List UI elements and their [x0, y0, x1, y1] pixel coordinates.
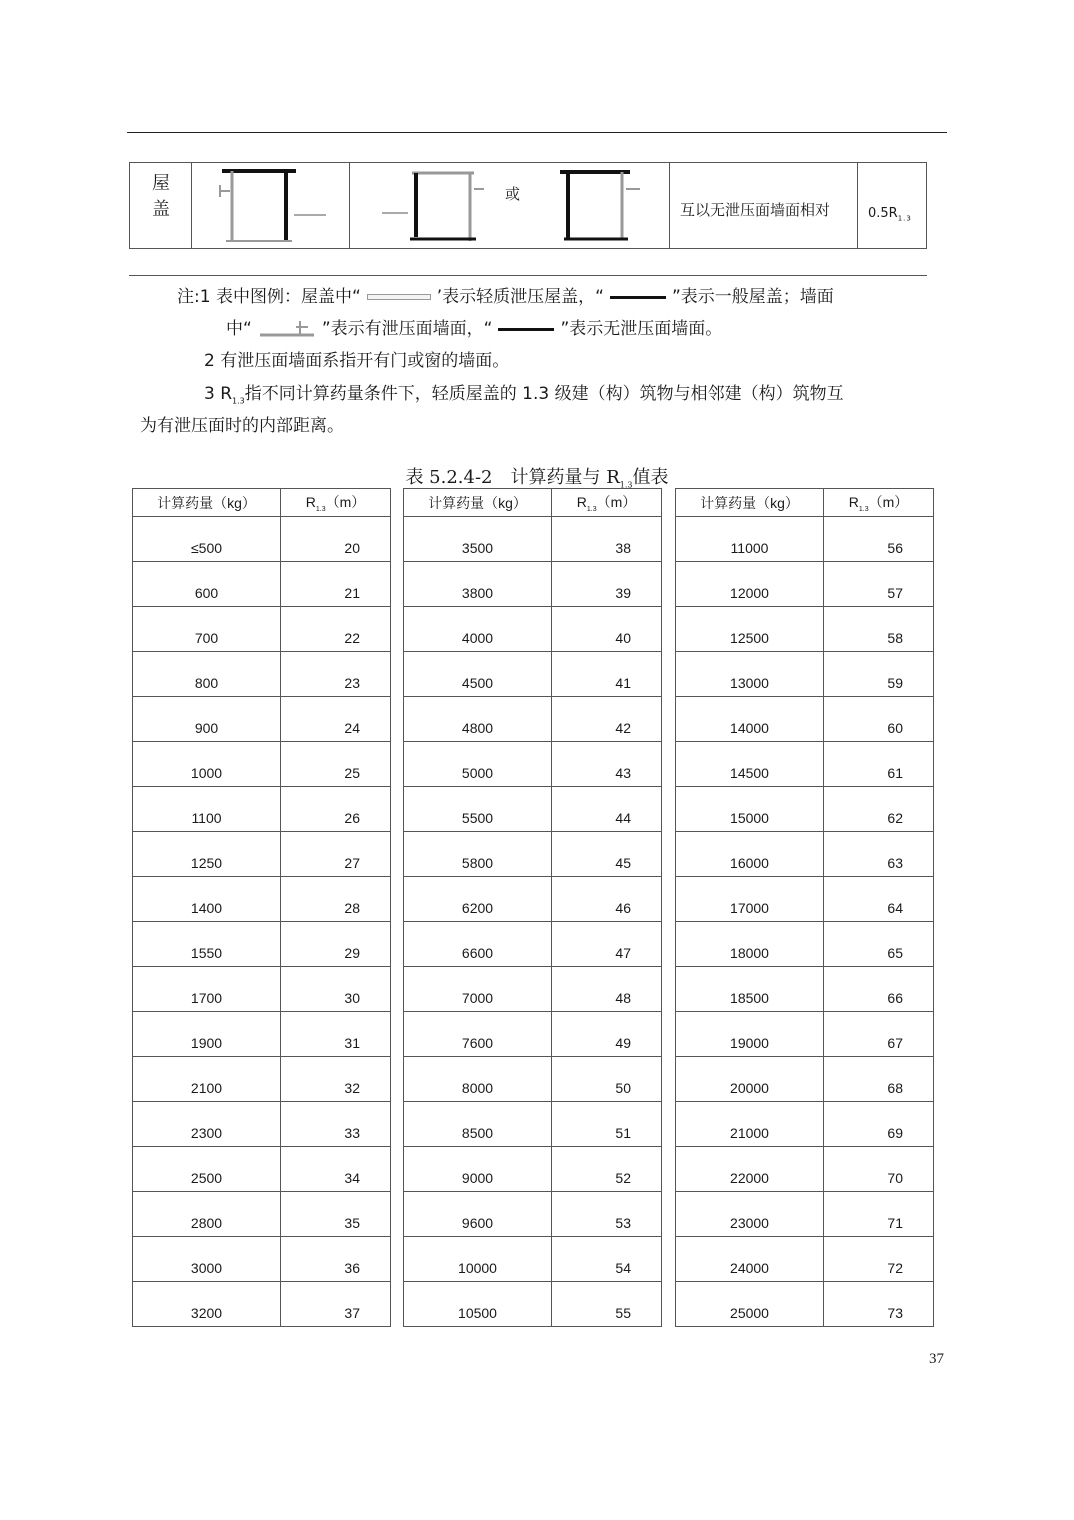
amount-cell: 5500: [404, 787, 552, 832]
table-row: [133, 1237, 391, 1282]
distance-cell: 71: [824, 1192, 934, 1237]
distance-cell: 72: [824, 1237, 934, 1282]
amount-cell: 7000: [404, 967, 552, 1012]
table-row: [133, 517, 391, 562]
unvented-wall-legend-icon: [498, 328, 554, 331]
distance-cell: 45: [552, 832, 662, 877]
amount-cell: 4500: [404, 652, 552, 697]
table-row: [676, 517, 934, 562]
diagram-cell-2: [350, 163, 670, 248]
table-row: [676, 967, 934, 1012]
amount-cell: 1100: [133, 787, 281, 832]
amount-cell: 4000: [404, 607, 552, 652]
amount-cell: ≤500: [133, 517, 281, 562]
table-row: [676, 1192, 934, 1237]
amount-cell: 15000: [676, 787, 824, 832]
distance-cell: 46: [552, 877, 662, 922]
note-3-line-1: 3 $R_{1.3}$指不同计算药量条件下，轻质屋盖的 1.3 级建（构）筑物与相邻建（构）筑物互: [204, 384, 844, 406]
table-header-row: [676, 489, 934, 517]
amount-cell: 10500: [404, 1282, 552, 1327]
distance-cell: 23: [281, 652, 391, 697]
distance-table-1: [132, 488, 391, 1327]
distance-table-2: [403, 488, 662, 1327]
distance-cell: 41: [552, 652, 662, 697]
distance-cell: 56: [824, 517, 934, 562]
distance-cell: 57: [824, 562, 934, 607]
table-row: [676, 1012, 934, 1057]
amount-cell: 900: [133, 697, 281, 742]
table-row: [676, 1057, 934, 1102]
amount-cell: 3500: [404, 517, 552, 562]
table-row: [404, 697, 662, 742]
distance-value: $0.5R_{1.3}$: [868, 206, 912, 223]
amount-cell: 11000: [676, 517, 824, 562]
amount-cell: 5000: [404, 742, 552, 787]
table-row: [133, 1147, 391, 1192]
distance-cell: 60: [824, 697, 934, 742]
amount-cell: 9600: [404, 1192, 552, 1237]
amount-cell: 18000: [676, 922, 824, 967]
building-diagram-light-roof: [192, 163, 350, 250]
amount-cell: 2800: [133, 1192, 281, 1237]
table-row: [133, 562, 391, 607]
table-row: [676, 697, 934, 742]
table-row: [404, 832, 662, 877]
table-row: [404, 1192, 662, 1237]
amount-cell: 12000: [676, 562, 824, 607]
table-header-row: [404, 489, 662, 517]
note-2: 2 有泄压面墙面系指开有门或窗的墙面。: [204, 351, 510, 371]
distance-cell: 52: [552, 1147, 662, 1192]
distance-table-3: [675, 488, 934, 1327]
distance-cell: 40: [552, 607, 662, 652]
note-1-line-1: 注:1 表中图例：屋盖中“ ’表示轻质泄压屋盖，“ ”表示一般屋盖；墙面: [177, 287, 834, 307]
amount-cell: 22000: [676, 1147, 824, 1192]
table-row: [676, 1282, 934, 1327]
distance-cell: 22: [281, 607, 391, 652]
diagram-cell-1: [192, 163, 350, 248]
table-row: [133, 1057, 391, 1102]
table-row: [676, 607, 934, 652]
distance-cell: 62: [824, 787, 934, 832]
table-row: [676, 787, 934, 832]
distance-cell: 25: [281, 742, 391, 787]
table-row: [676, 562, 934, 607]
distance-cell: 61: [824, 742, 934, 787]
distance-cell: 66: [824, 967, 934, 1012]
notes-rule: [129, 275, 927, 276]
table-row: [676, 877, 934, 922]
amount-cell: 14500: [676, 742, 824, 787]
amount-cell: 1700: [133, 967, 281, 1012]
table-row: [676, 742, 934, 787]
description-text: 互以无泄压面墙面相对: [680, 201, 831, 219]
distance-cell: 58: [824, 607, 934, 652]
amount-cell: 5800: [404, 832, 552, 877]
table-row: [404, 877, 662, 922]
distance-cell: 70: [824, 1147, 934, 1192]
table-row: [404, 607, 662, 652]
table-row: [404, 1282, 662, 1327]
amount-cell: 2100: [133, 1057, 281, 1102]
distance-header: $R_{1.3}(m)$: [552, 489, 662, 517]
amount-cell: 1900: [133, 1012, 281, 1057]
building-diagram-pair: [350, 163, 670, 250]
or-label: 或: [505, 185, 521, 203]
distance-cell: 42: [552, 697, 662, 742]
distance-cell: 69: [824, 1102, 934, 1147]
distance-cell: 29: [281, 922, 391, 967]
amount-cell: 9000: [404, 1147, 552, 1192]
distance-cell: 55: [552, 1282, 662, 1327]
distance-cell: 27: [281, 832, 391, 877]
description-cell: [670, 163, 858, 248]
table-row: [404, 517, 662, 562]
table-row: [404, 967, 662, 1012]
amount-cell: 23000: [676, 1192, 824, 1237]
roof-label-cell: [130, 163, 192, 248]
amount-cell: 19000: [676, 1012, 824, 1057]
table-row: [404, 742, 662, 787]
distance-cell: 34: [281, 1147, 391, 1192]
table-row: [133, 967, 391, 1012]
amount-cell: 3200: [133, 1282, 281, 1327]
distance-cell: 38: [552, 517, 662, 562]
amount-cell: 1000: [133, 742, 281, 787]
amount-cell: 2300: [133, 1102, 281, 1147]
amount-cell: 6600: [404, 922, 552, 967]
table-row: [133, 697, 391, 742]
header-rule: [127, 132, 947, 133]
amount-header: 计算药量（kg）: [404, 489, 552, 517]
amount-cell: 16000: [676, 832, 824, 877]
distance-cell: 64: [824, 877, 934, 922]
distance-cell: 24: [281, 697, 391, 742]
amount-cell: 1550: [133, 922, 281, 967]
distance-cell: 28: [281, 877, 391, 922]
distance-cell: 37: [281, 1282, 391, 1327]
distance-cell: 33: [281, 1102, 391, 1147]
amount-cell: 18500: [676, 967, 824, 1012]
distance-cell: 48: [552, 967, 662, 1012]
table-row: [133, 652, 391, 697]
amount-cell: 24000: [676, 1237, 824, 1282]
amount-cell: 2500: [133, 1147, 281, 1192]
roof-label: 屋盖: [152, 173, 170, 220]
table-row: [404, 1237, 662, 1282]
distance-cell: 20: [281, 517, 391, 562]
table-row: [404, 1012, 662, 1057]
distance-header: $R_{1.3}(m)$: [824, 489, 934, 517]
table-header-row: [133, 489, 391, 517]
amount-cell: 10000: [404, 1237, 552, 1282]
table-row: [133, 1102, 391, 1147]
table-row: [133, 877, 391, 922]
general-roof-legend-icon: [610, 296, 666, 299]
amount-cell: 8500: [404, 1102, 552, 1147]
amount-cell: 700: [133, 607, 281, 652]
amount-cell: 3800: [404, 562, 552, 607]
table-row: [404, 652, 662, 697]
table-row: [676, 1147, 934, 1192]
distance-cell: 54: [552, 1237, 662, 1282]
distance-cell: 50: [552, 1057, 662, 1102]
distance-cell: 21: [281, 562, 391, 607]
table-row: [133, 1012, 391, 1057]
table-row: [133, 787, 391, 832]
distance-cell: 68: [824, 1057, 934, 1102]
table-row: [133, 742, 391, 787]
amount-cell: 600: [133, 562, 281, 607]
distance-cell: 73: [824, 1282, 934, 1327]
amount-cell: 7600: [404, 1012, 552, 1057]
table-row: [133, 1192, 391, 1237]
amount-cell: 25000: [676, 1282, 824, 1327]
light-roof-legend-icon: [367, 294, 431, 300]
table-row: [676, 832, 934, 877]
distance-cell: 44: [552, 787, 662, 832]
distance-cell: 53: [552, 1192, 662, 1237]
amount-cell: 1400: [133, 877, 281, 922]
table-row: [676, 922, 934, 967]
distance-cell: 51: [552, 1102, 662, 1147]
distance-cell: 36: [281, 1237, 391, 1282]
table-row: [676, 1102, 934, 1147]
value-cell: [858, 163, 926, 248]
table-row: [133, 607, 391, 652]
table-row: [404, 562, 662, 607]
distance-cell: 39: [552, 562, 662, 607]
distance-cell: 43: [552, 742, 662, 787]
table-row: [404, 1102, 662, 1147]
table-row: [676, 1237, 934, 1282]
table-row: [404, 922, 662, 967]
distance-cell: 49: [552, 1012, 662, 1057]
amount-cell: 1250: [133, 832, 281, 877]
note-1-line-2: 中“ ”表示有泄压面墙面，“ ”表示无泄压面墙面。: [226, 319, 723, 339]
amount-cell: 8000: [404, 1057, 552, 1102]
note-3-line-2: 为有泄压面时的内部距离。: [140, 416, 344, 436]
distance-cell: 63: [824, 832, 934, 877]
distance-cell: 32: [281, 1057, 391, 1102]
amount-cell: 14000: [676, 697, 824, 742]
table-row: [676, 652, 934, 697]
table-row: [133, 832, 391, 877]
distance-cell: 47: [552, 922, 662, 967]
table-row: [404, 1057, 662, 1102]
amount-cell: 800: [133, 652, 281, 697]
distance-cell: 59: [824, 652, 934, 697]
table-row: [404, 1147, 662, 1192]
distance-cell: 67: [824, 1012, 934, 1057]
distance-cell: 31: [281, 1012, 391, 1057]
table-row: [404, 787, 662, 832]
amount-cell: 12500: [676, 607, 824, 652]
roof-table-row: [129, 162, 927, 249]
amount-header: 计算药量（kg）: [133, 489, 281, 517]
amount-cell: 13000: [676, 652, 824, 697]
amount-cell: 20000: [676, 1057, 824, 1102]
distance-cell: 65: [824, 922, 934, 967]
amount-cell: 6200: [404, 877, 552, 922]
amount-cell: 3000: [133, 1237, 281, 1282]
page-number: 37: [929, 1351, 944, 1367]
table-row: [133, 1282, 391, 1327]
distance-cell: 35: [281, 1192, 391, 1237]
distance-cell: 30: [281, 967, 391, 1012]
amount-cell: 21000: [676, 1102, 824, 1147]
table-caption: 表 5.2.4-2 计算药量与 $R_{1.3}$值表: [405, 467, 669, 490]
amount-cell: 4800: [404, 697, 552, 742]
amount-cell: 17000: [676, 877, 824, 922]
vented-wall-legend-icon: [256, 319, 318, 339]
distance-cell: 26: [281, 787, 391, 832]
distance-header: $R_{1.3}(m)$: [281, 489, 391, 517]
amount-header: 计算药量（kg）: [676, 489, 824, 517]
table-row: [133, 922, 391, 967]
